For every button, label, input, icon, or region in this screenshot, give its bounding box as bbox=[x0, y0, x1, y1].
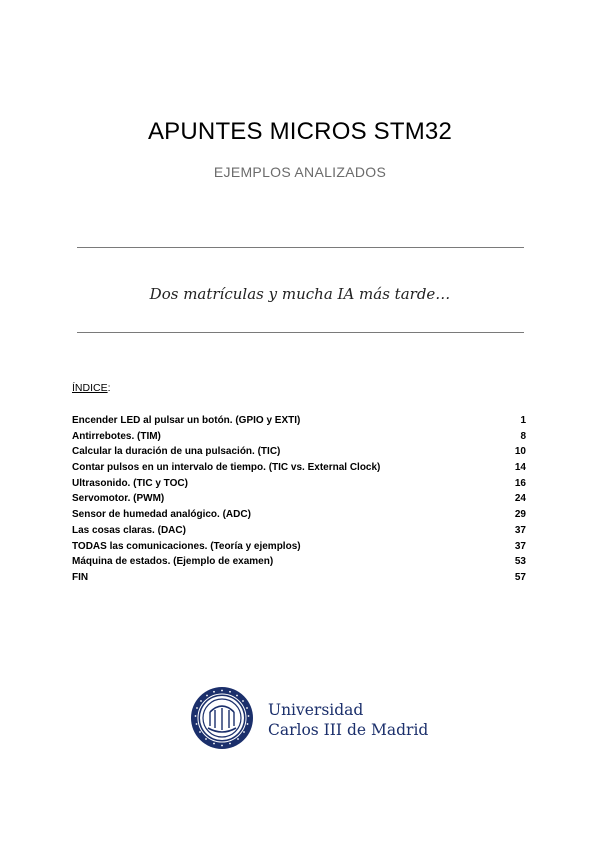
toc-entry-label: Contar pulsos en un intervalo de tiempo. (TIC vs. External Clock) bbox=[72, 462, 381, 474]
toc-entry-page: 37 bbox=[514, 524, 526, 536]
index-heading-colon: : bbox=[107, 382, 111, 394]
toc-entry[interactable] bbox=[72, 415, 526, 431]
toc-entry[interactable] bbox=[72, 509, 526, 525]
toc-entry-label: Ultrasonido. (TIC y TOC) bbox=[72, 477, 188, 489]
toc-entry-label: Servomotor. (PWM) bbox=[72, 493, 165, 505]
page-title: APUNTES MICROS STM32 bbox=[147, 118, 453, 145]
index-heading-label: ÍNDICE bbox=[72, 382, 108, 394]
toc-entry-page: 29 bbox=[514, 509, 526, 521]
toc-entry-label: Las cosas claras. (DAC) bbox=[72, 524, 186, 536]
toc-entry[interactable] bbox=[72, 541, 526, 557]
toc-entry-page: 37 bbox=[514, 540, 526, 552]
toc-entry-page: 57 bbox=[514, 571, 526, 583]
toc-entry-label: Calcular la duración de una pulsación. (TIC) bbox=[72, 446, 281, 458]
toc-entry-page: 1 bbox=[520, 415, 526, 426]
motto: Dos matrículas y mucha IA más tarde… bbox=[149, 285, 451, 303]
index-heading bbox=[72, 382, 111, 394]
toc-entry[interactable] bbox=[72, 525, 526, 541]
divider-bottom bbox=[77, 332, 524, 333]
divider-top bbox=[77, 247, 524, 248]
toc-entry-page: 14 bbox=[514, 462, 526, 474]
toc-entry[interactable] bbox=[72, 493, 526, 509]
toc-entry-label: TODAS las comunicaciones. (Teoría y ejemplos) bbox=[72, 540, 301, 552]
toc-entry[interactable] bbox=[72, 572, 526, 588]
toc-entry-page: 8 bbox=[520, 430, 526, 442]
table-of-contents bbox=[72, 415, 526, 588]
toc-entry[interactable] bbox=[72, 478, 526, 494]
toc-entry-label: Sensor de humedad analógico. (ADC) bbox=[72, 509, 251, 521]
toc-entry-page: 53 bbox=[514, 556, 526, 568]
university-name bbox=[268, 700, 428, 740]
toc-entry-label: Antirrebotes. (TIM) bbox=[72, 430, 161, 442]
toc-entry-label: Encender LED al pulsar un botón. (GPIO y EXTI) bbox=[72, 415, 301, 426]
toc-entry-label: Máquina de estados. (Ejemplo de examen) bbox=[72, 556, 274, 568]
toc-entry-page: 24 bbox=[514, 493, 526, 505]
toc-entry[interactable] bbox=[72, 446, 526, 462]
toc-entry-page: 16 bbox=[514, 477, 526, 489]
toc-entry[interactable] bbox=[72, 556, 526, 572]
toc-entry-label: FIN bbox=[72, 571, 89, 583]
toc-entry[interactable] bbox=[72, 462, 526, 478]
toc-entry-page: 10 bbox=[514, 446, 526, 458]
page-subtitle: EJEMPLOS ANALIZADOS bbox=[213, 164, 387, 180]
university-name-line2: Carlos III de Madrid bbox=[268, 721, 429, 739]
university-name-line1: Universidad bbox=[268, 701, 364, 719]
university-seal-icon bbox=[190, 686, 254, 750]
toc-entry[interactable] bbox=[72, 431, 526, 447]
